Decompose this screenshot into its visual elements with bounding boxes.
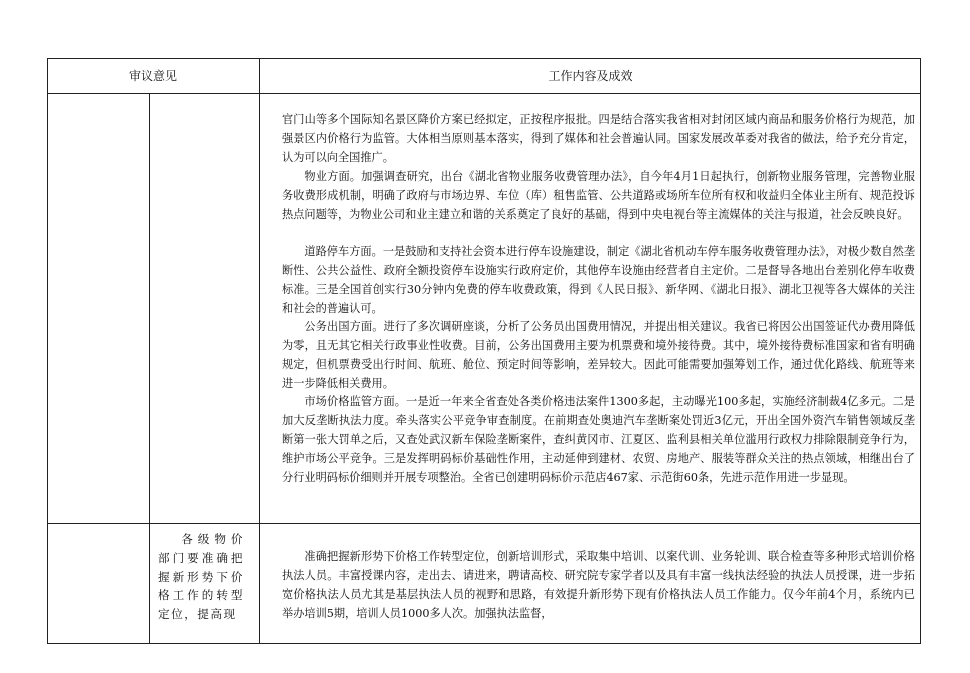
header-divider	[47, 93, 921, 94]
row-divider	[47, 523, 921, 524]
header-review-opinion: 审议意见	[128, 69, 177, 83]
paragraph-property: 物业方面。加强调查研究，出台《湖北省物业服务收费管理办法》，自今年4月1日起执行，创新物业服务管理，完善物业服务收费形成机制，明确了政府与市场边界、车位（库）租售监管、公共道路或场所车位所有权和收益归全体业主所有、规范投诉热点问题等，为物业公司和业主建立和谐的关系奠定了良好的基础，得到中央电视台等主流媒体的关注与报道，社会反映良好。	[282, 170, 915, 221]
paragraph-scenic-pricing: 官门山等多个国际知名景区降价方案已经拟定，正按程序报批。四是结合落实我省相对封闭区域内商品和服务价格行为规范，加强景区内价格行为监管。大体相当原则基本落实，得到了媒体和社会普遍认同。国家发展改革委对我省的做法，给予充分肯定，认为可以向全国推广。	[282, 113, 915, 164]
opinion-text: 各级物价部门要准确把握新形势下价格工作的转型定位，提高现	[158, 532, 244, 622]
column-divider-sub	[149, 93, 150, 644]
paragraph-parking: 道路停车方面。一是鼓励和支持社会资本进行停车设施建设，制定《湖北省机动车停车服务收费管理办法》，对极少数自然垄断性、公共公益性、政府全额投资停车设施实行政府定价，其他停车设施由经营者自主定价。二是督导各地出台差别化停车收费标准。三是全国首创实行30分钟内免费的停车收费政策，得到《人民日报》、新华网、《湖北日报》、湖北卫视等各大媒体的关注和社会的普遍认可。	[282, 245, 915, 315]
paragraph-official-travel: 公务出国方面。进行了多次调研座谈，分析了公务员出国费用情况，并提出相关建议。我省已将因公出国签证代办费用降低为零，且无其它相关行政事业性收费。目前，公务出国费用主要为机票费和境外接待费。其中，境外接待费标准国家和省有明确规定，但机票费受出行时间、航班、舱位、预定时间等影响，差异较大。因此可能需要加强筹划工作，通过优化路线、航班等来进一步降低相关费用。	[282, 320, 915, 390]
column-divider-main	[259, 58, 260, 644]
paragraph-training: 准确把握新形势下价格工作转型定位，创新培训形式，采取集中培训、以案代训、业务轮训、联合检查等多种形式培训价格执法人员。丰富授课内容，走出去、请进来，聘请高校、研究院专家学者以及具有丰富一线执法经验的执法人员授课，进一步拓宽价格执法人员尤其是基层执法人员的视野和思路，有效提升新形势下现有价格执法人员工作能力。仅今年前4个月，系统内已举办培训5期，培训人员1000多人次。加强执法监督，	[282, 550, 915, 620]
paragraph-market-supervision: 市场价格监管方面。一是近一年来全省查处各类价格违法案件1300多起，主动曝光100多起，实施经济制裁4亿多元。二是加大反垄断执法力度。牵头落实公平竞争审查制度。在前期查处奥迪汽车垄断案处罚近3亿元，开出全国外资汽车销售领域反垄断第一张大罚单之后，又查处武汉新车保险垄断案件，查纠黄冈市、江夏区、监利县相关单位滥用行政权力排除限制竞争行为，维护市场公平竞争。三是发挥明码标价基础性作用，主动延伸到建材、农贸、房地产、服装等群众关注的热点领域，相继出台了分行业明码标价细则并开展专项整治。全省已创建明码标价示范店467家、示范街60条，先进示范作用进一步显现。	[282, 395, 915, 484]
header-work-content: 工作内容及成效	[548, 69, 633, 83]
